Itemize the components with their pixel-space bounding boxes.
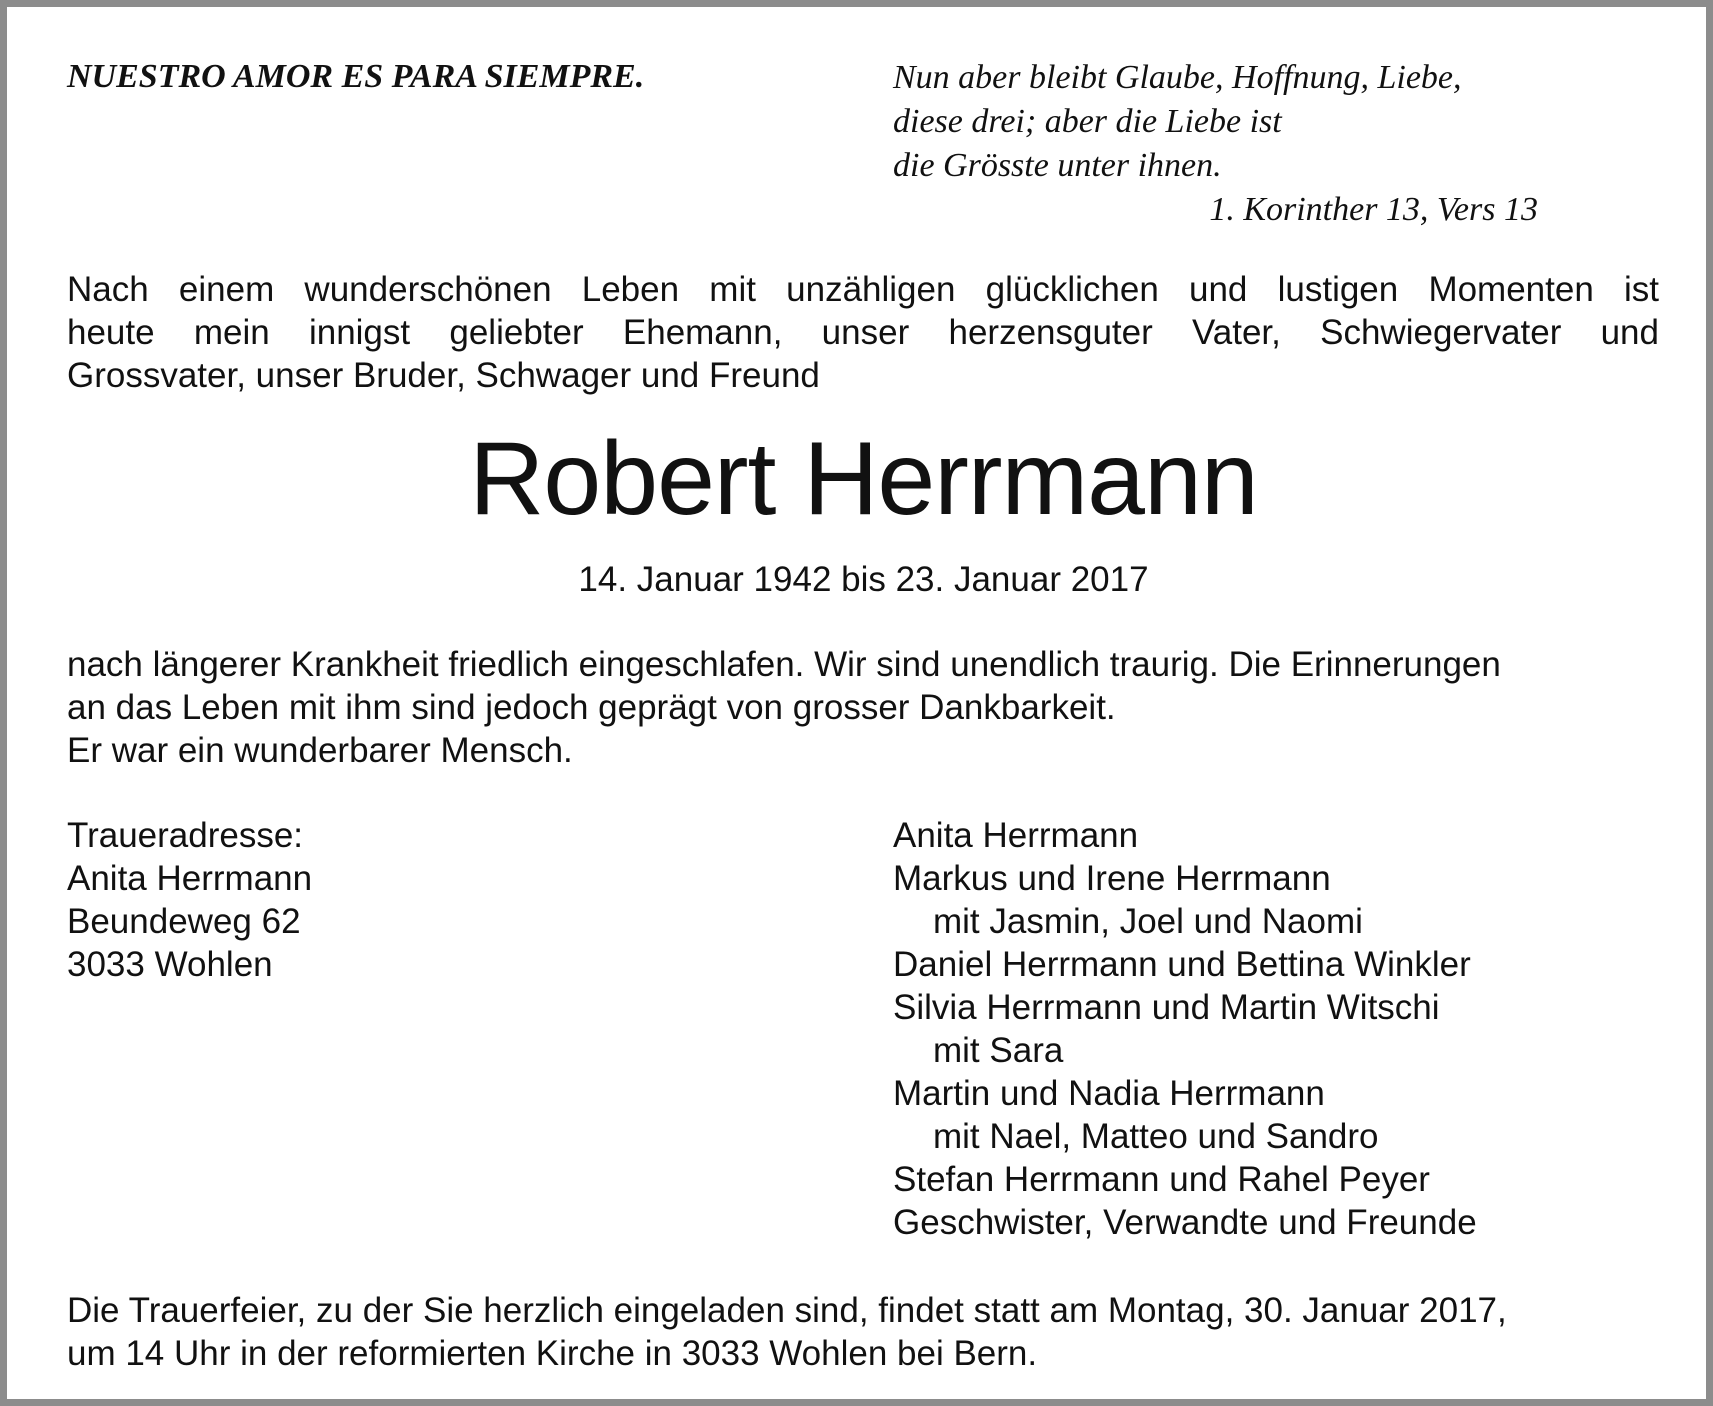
funeral-service-notice [67,1289,1667,1375]
verse-reference: 1. Korinther 13, Vers 13 [1209,191,1538,228]
service-line: um 14 Uhr in der reformierten Kirche in 3033 Wohlen bei Bern. [67,1334,1038,1373]
mourner-entry: Markus und Irene Herrmann [893,859,1331,898]
motto: NUESTRO AMOR ES PARA SIEMPRE. [67,58,645,95]
address-city: 3033 Wohlen [67,945,273,984]
intro-line: heute mein innigst geliebter Ehemann, unser herzensguter Vater, Schwiegervater und [67,313,1659,352]
mourner-entry: Geschwister, Verwandte und Freunde [893,1203,1477,1242]
mourner-entry: Silvia Herrmann und Martin Witschi [893,988,1440,1027]
body-paragraph [67,643,1659,772]
mourning-address [67,814,312,986]
body-line: an das Leben mit ihm sind jedoch geprägt von grosser Dankbarkeit. [67,688,1116,727]
address-street: Beundeweg 62 [67,902,301,941]
mourner-entry: Stefan Herrmann und Rahel Peyer [893,1160,1430,1199]
body-line: nach längerer Krankheit friedlich eingeschlafen. Wir sind unendlich traurig. Die Erinnerungen [67,645,1501,684]
intro-paragraph [67,268,1659,397]
verse-line: diese drei; aber die Liebe ist [893,103,1282,140]
mourner-children: mit Jasmin, Joel und Naomi [933,902,1363,941]
intro-line: Nach einem wunderschönen Leben mit unzähligen glücklichen und lustigen Momenten ist [67,270,1659,309]
mourner-entry: Anita Herrmann [893,816,1139,855]
body-line: Er war ein wunderbarer Mensch. [67,731,573,770]
mourner-entry: Martin und Nadia Herrmann [893,1074,1325,1113]
intro-line: Grossvater, unser Bruder, Schwager und Freund [67,356,820,395]
mourner-children: mit Nael, Matteo und Sandro [933,1117,1379,1156]
bible-verse [893,56,1538,232]
deceased-name: Robert Herrmann [469,421,1258,537]
mourner-children: mit Sara [933,1031,1064,1070]
service-line: Die Trauerfeier, zu der Sie herzlich eingeladen sind, findet statt am Montag, 30. Januar 2017, [67,1291,1507,1330]
address-label: Traueradresse: [67,816,304,855]
address-name: Anita Herrmann [67,859,313,898]
mourners-list [893,814,1477,1244]
life-dates: 14. Januar 1942 bis 23. Januar 2017 [578,560,1149,599]
verse-line: die Grösste unter ihnen. [893,147,1222,184]
verse-line: Nun aber bleibt Glaube, Hoffnung, Liebe, [893,59,1462,96]
mourner-entry: Daniel Herrmann und Bettina Winkler [893,945,1471,984]
